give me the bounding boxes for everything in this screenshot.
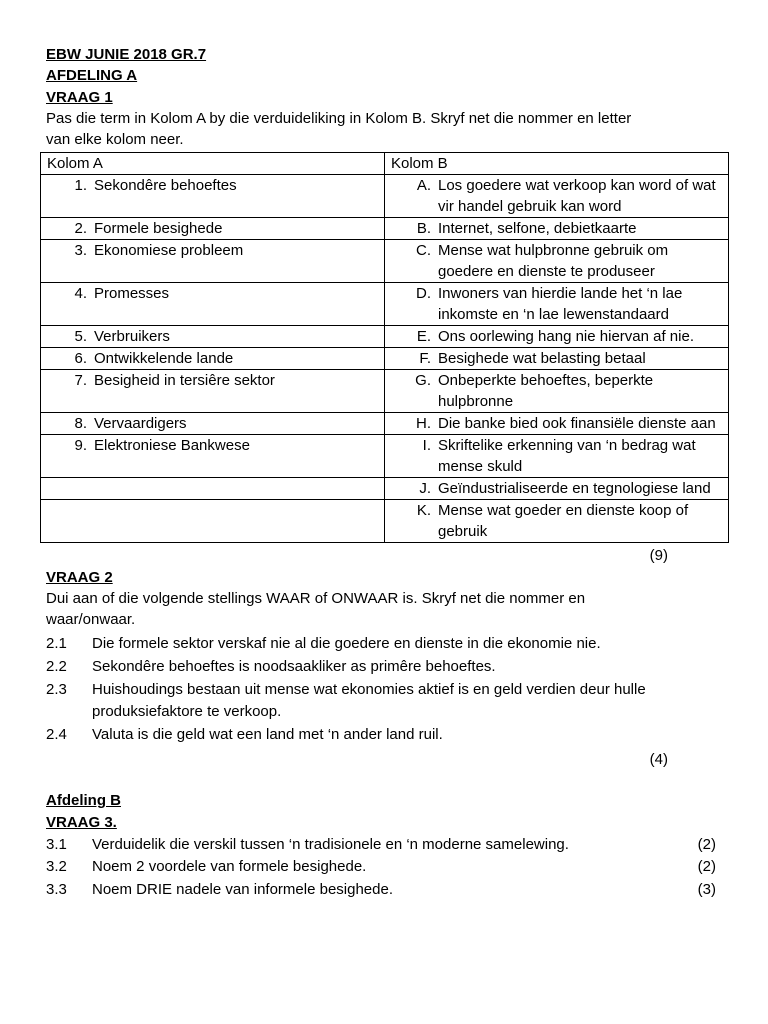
column-a-term: Ontwikkelende lande: [94, 350, 234, 368]
section-a-heading: AFDELING A: [46, 67, 138, 85]
question-1-marks: (9): [649, 547, 668, 565]
column-b-description: Los goedere wat verkoop kan word of wat vir handel gebruik kan word: [438, 177, 716, 216]
column-a-cell: [41, 326, 385, 348]
statement-number: 2.3: [46, 681, 67, 699]
question-item: [46, 879, 730, 900]
column-b-letter: C.: [416, 242, 431, 260]
column-a-cell: [41, 283, 385, 326]
statement-text: Die formele sektor verskaf nie al die goedere en dienste in die ekonomie nie.: [92, 634, 601, 652]
matching-table-body: [41, 175, 729, 543]
question-item: [46, 856, 730, 877]
table-row: [41, 175, 729, 218]
column-a-cell: [41, 413, 385, 435]
statement-text: Huishoudings bestaan uit mense wat ekonomies aktief is en geld verdien deur hulle produksiefaktore te verkoop.: [92, 681, 646, 720]
statement-number: 2.4: [46, 725, 67, 743]
column-b-letter: K.: [416, 502, 431, 520]
column-a-number: 8.: [74, 415, 87, 433]
table-row: [41, 370, 729, 413]
column-b-cell: [385, 478, 729, 500]
statement-number: 2.1: [46, 634, 67, 652]
question-text: Noem 2 voordele van formele besighede.: [92, 858, 367, 876]
column-b-cell: [385, 370, 729, 413]
table-row: [41, 240, 729, 283]
column-a-term: Elektroniese Bankwese: [94, 437, 250, 455]
column-b-letter: I.: [422, 437, 431, 455]
table-row: [41, 435, 729, 478]
table-row: [41, 326, 729, 348]
column-a-term: Vervaardigers: [94, 415, 187, 433]
column-b-description: Die banke bied ook finansiële dienste aan: [438, 415, 716, 433]
column-a-number: 4.: [74, 285, 87, 303]
column-a-term: Besigheid in tersiêre sektor: [94, 372, 275, 390]
statement-item: [46, 656, 730, 677]
column-a-cell: [41, 500, 385, 543]
table-row: [41, 283, 729, 326]
column-b-letter: A.: [416, 177, 431, 195]
column-b-description: Internet, selfone, debietkaarte: [438, 220, 637, 238]
column-a-cell: [41, 218, 385, 240]
question-2-instruction: Dui aan of die volgende stellings WAAR of ONWAAR is. Skryf net die nommer en waar/onwaar.: [46, 590, 586, 629]
column-b-letter: F.: [419, 350, 431, 368]
question-1-heading: VRAAG 1: [46, 88, 113, 106]
question-1-instruction: Pas die term in Kolom A by die verduideliking in Kolom B. Skryf net die nommer en letter van elke kolom neer.: [46, 109, 632, 149]
column-a-cell: [41, 478, 385, 500]
exam-title: EBW JUNIE 2018 GR.7: [46, 46, 207, 63]
column-a-term: Promesses: [94, 285, 170, 303]
statement-number: 2.2: [46, 657, 67, 675]
question-2-heading: VRAAG 2: [46, 568, 113, 586]
question-item: [46, 834, 730, 855]
question-marks: (3): [697, 880, 716, 898]
column-b-header: Kolom B: [385, 153, 729, 175]
question-3-heading: VRAAG 3.: [46, 813, 117, 831]
column-b-letter: H.: [416, 415, 431, 433]
column-b-description: Ons oorlewing hang nie hiervan af nie.: [438, 328, 694, 346]
column-b-cell: [385, 218, 729, 240]
table-row: [41, 478, 729, 500]
column-a-number: 9.: [74, 437, 87, 455]
question-number: 3.3: [46, 880, 67, 898]
column-a-number: 1.: [74, 177, 87, 195]
question-2-marks: (4): [649, 751, 668, 769]
question-number: 3.2: [46, 858, 67, 876]
column-b-cell: [385, 326, 729, 348]
column-b-cell: [385, 283, 729, 326]
question-text: Noem DRIE nadele van informele besighede.: [92, 880, 394, 898]
column-a-header: Kolom A: [41, 153, 385, 175]
exam-page: [46, 44, 730, 901]
table-row: [41, 413, 729, 435]
column-b-letter: J.: [419, 480, 431, 498]
column-b-description: Mense wat goeder en dienste koop of gebruik: [438, 502, 689, 541]
column-a-cell: [41, 370, 385, 413]
column-b-cell: [385, 413, 729, 435]
column-a-number: 7.: [74, 372, 87, 390]
column-b-description: Skriftelike erkenning van ‘n bedrag wat mense skuld: [438, 437, 696, 476]
column-a-number: 2.: [74, 220, 87, 238]
column-a-cell: [41, 348, 385, 370]
statement-item: [46, 679, 730, 722]
question-3-items: [46, 834, 730, 900]
column-b-letter: B.: [416, 220, 431, 238]
question-number: 3.1: [46, 836, 67, 854]
question-2-statements: [46, 633, 730, 745]
column-b-cell: [385, 175, 729, 218]
statement-text: Sekondêre behoeftes is noodsaakliker as primêre behoeftes.: [92, 657, 496, 675]
column-b-letter: G.: [415, 372, 431, 390]
table-row: [41, 348, 729, 370]
table-header-row: [41, 153, 729, 175]
column-b-description: Besighede wat belasting betaal: [438, 350, 646, 368]
column-b-description: Mense wat hulpbronne gebruik om goedere en dienste te produseer: [438, 242, 669, 281]
column-b-description: Geïndustrialiseerde en tegnologiese land: [438, 480, 711, 498]
column-a-cell: [41, 175, 385, 218]
column-a-number: 5.: [74, 328, 87, 346]
table-row: [41, 500, 729, 543]
column-b-cell: [385, 240, 729, 283]
section-b-heading: Afdeling B: [46, 792, 121, 810]
column-b-cell: [385, 500, 729, 543]
statement-text: Valuta is die geld wat een land met ‘n ander land ruil.: [92, 725, 443, 743]
column-a-term: Ekonomiese probleem: [94, 242, 244, 260]
column-a-cell: [41, 435, 385, 478]
column-b-cell: [385, 435, 729, 478]
column-b-letter: E.: [416, 328, 431, 346]
column-b-cell: [385, 348, 729, 370]
table-row: [41, 218, 729, 240]
question-text: Verduidelik die verskil tussen ‘n tradisionele en ‘n moderne samelewing.: [92, 836, 569, 854]
column-a-number: 3.: [74, 242, 87, 260]
column-a-cell: [41, 240, 385, 283]
question-marks: (2): [697, 836, 716, 854]
column-b-description: Inwoners van hierdie lande het ‘n lae inkomste en ‘n lae lewenstandaard: [438, 285, 683, 324]
statement-item: [46, 724, 730, 745]
statement-item: [46, 633, 730, 654]
column-a-number: 6.: [74, 350, 87, 368]
column-a-term: Sekondêre behoeftes: [94, 177, 237, 195]
question-marks: (2): [697, 858, 716, 876]
column-b-description: Onbeperkte behoeftes, beperkte hulpbronne: [438, 372, 654, 411]
column-a-term: Formele besighede: [94, 220, 223, 238]
matching-table: [40, 152, 729, 543]
column-b-letter: D.: [416, 285, 431, 303]
column-a-term: Verbruikers: [94, 328, 170, 346]
